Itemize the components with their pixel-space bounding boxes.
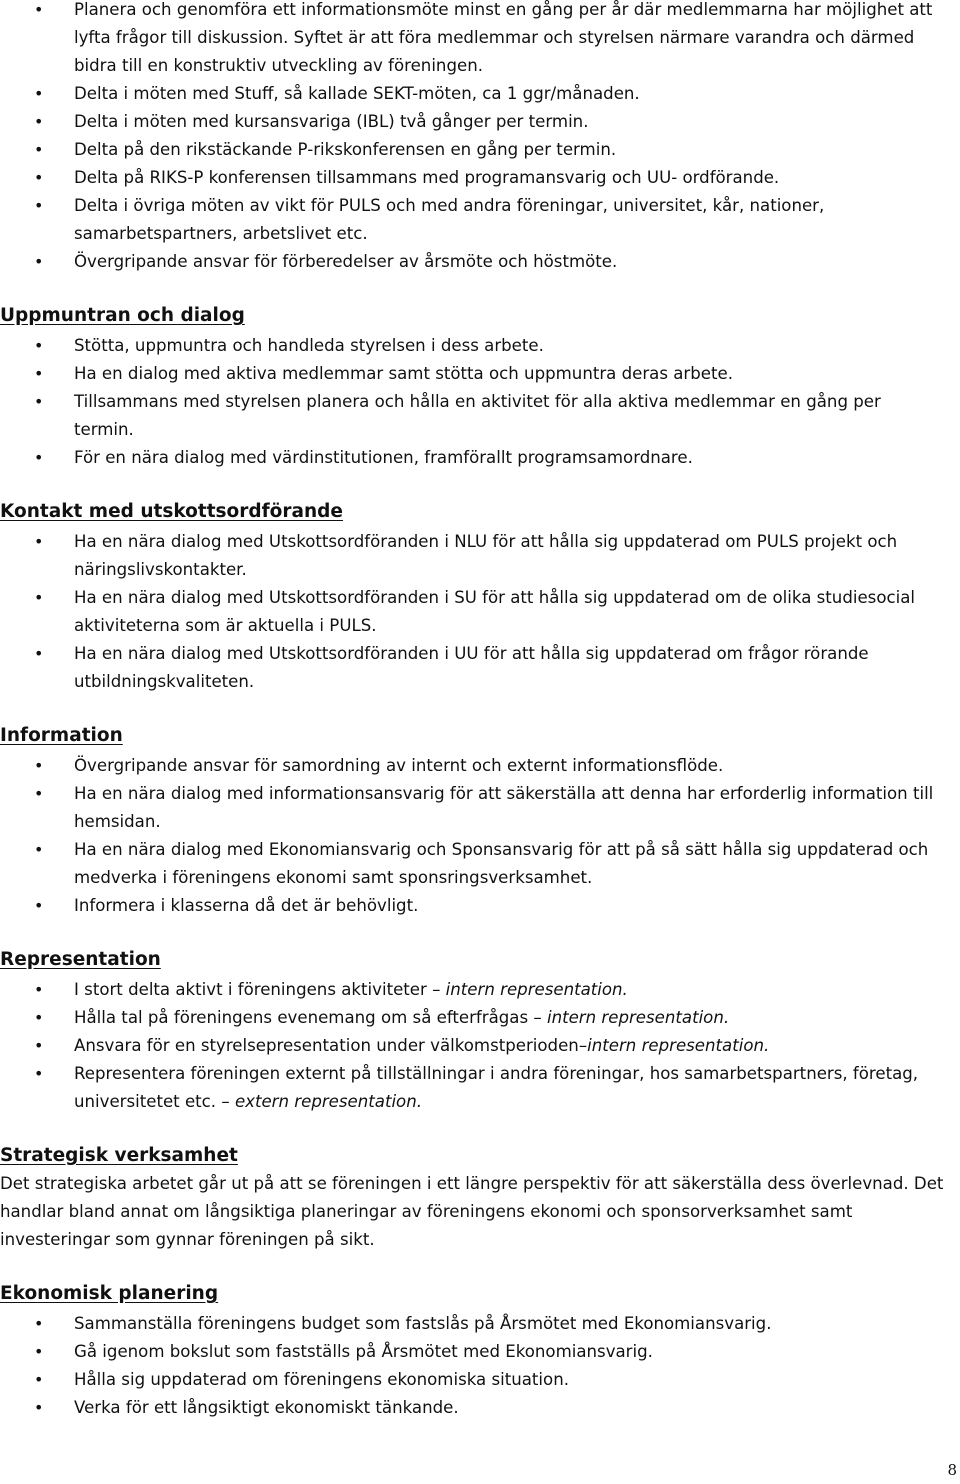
list-item: • Delta i övriga möten av vikt för PULS och med andra föreningar, universitet, kår, nationer, samarbetspartners, arbetslivet etc. [0,192,945,248]
section-kontakt-med-utskottsordforande [0,498,945,696]
list-item: • Ha en nära dialog med Utskottsordföranden i SU för att hålla sig uppdaterad om de olika studiesocial aktiviteterna som är aktuella i PULS. [0,584,945,640]
list-item: • Ha en nära dialog med Utskottsordföranden i NLU för att hålla sig uppdaterad om PULS projekt och näringslivskontakter. [0,528,945,584]
section-heading: Kontakt med utskottsordförande [0,501,343,522]
list-item: • Sammanställa föreningens budget som fastslås på Årsmötet med Ekonomiansvarig. [0,1310,945,1338]
page-number: 8 [947,1461,957,1479]
list-item: • Delta på RIKS-P konferensen tillsammans med programansvarig och UU- ordförande. [0,164,945,192]
section-heading: Information [0,725,123,746]
list-item: • Delta i möten med kursansvariga (IBL) två gånger per termin. [0,108,945,136]
list-item: • Ha en dialog med aktiva medlemmar samt stötta och uppmuntra deras arbete. [0,360,945,388]
list-item: • Övergripande ansvar för samordning av internt och externt informationsflöde. [0,752,945,780]
list-item: • Hålla sig uppdaterad om föreningens ekonomiska situation. [0,1366,945,1394]
intro-list [0,0,945,276]
list-item: • Delta på den rikstäckande P-rikskonferensen en gång per termin. [0,136,945,164]
list-item: • Ansvara för en styrelsepresentation under välkomstperioden–intern representation. [0,1032,945,1060]
list-item: • Representera föreningen externt på tillställningar i andra föreningar, hos samarbetspartners, företag, universitetet etc. – extern representation. [0,1060,945,1116]
list-item: • För en nära dialog med värdinstitutionen, framförallt programsamordnare. [0,444,945,472]
section-heading: Uppmuntran och dialog [0,305,245,326]
section-ekonomisk-planering [0,1280,945,1422]
bullet-list [0,752,945,920]
bullet-list [0,528,945,696]
list-item: • Tillsammans med styrelsen planera och hålla en aktivitet för alla aktiva medlemmar en gång per termin. [0,388,945,444]
section-representation [0,946,945,1116]
list-item: • Verka för ett långsiktigt ekonomiskt tänkande. [0,1394,945,1422]
list-item: • Ha en nära dialog med Utskottsordföranden i UU för att hålla sig uppdaterad om frågor rörande utbildningskvaliteten. [0,640,945,696]
section-strategisk-verksamhet [0,1142,945,1254]
list-item: • Ha en nära dialog med informationsansvarig för att säkerställa att denna har erforderlig information till hemsidan. [0,780,945,836]
section-uppmuntran-och-dialog [0,302,945,472]
bullet-list [0,1310,945,1422]
section-heading: Representation [0,949,161,970]
list-item: • Ha en nära dialog med Ekonomiansvarig och Sponsansvarig för att på så sätt hålla sig uppdaterad och medverka i föreningens ekonomi samt sponsringsverksamhet. [0,836,945,892]
list-item: • Delta i möten med Stuff, så kallade SEKT-möten, ca 1 ggr/månaden. [0,80,945,108]
section-heading: Ekonomisk planering [0,1283,219,1304]
list-item: • Övergripande ansvar för förberedelser av årsmöte och höstmöte. [0,248,945,276]
list-item: • I stort delta aktivt i föreningens aktiviteter – intern representation. [0,976,945,1004]
list-item: • Stötta, uppmuntra och handleda styrelsen i dess arbete. [0,332,945,360]
list-item: • Gå igenom bokslut som fastställs på Årsmötet med Ekonomiansvarig. [0,1338,945,1366]
list-item: • Hålla tal på föreningens evenemang om så efterfrågas – intern representation. [0,1004,945,1032]
bullet-list [0,976,945,1116]
list-item: • Informera i klasserna då det är behövligt. [0,892,945,920]
section-information [0,722,945,920]
section-heading: Strategisk verksamhet [0,1145,238,1166]
bullet-list [0,332,945,472]
list-item: • Planera och genomföra ett informationsmöte minst en gång per år där medlemmarna har möjlighet att lyfta frågor till diskussion. Syftet är att föra medlemmar och styrelsen närmare varandra och därmed bidra till en konstruktiv utveckling av föreningen. [0,0,945,80]
paragraph: Det strategiska arbetet går ut på att se föreningen i ett längre perspektiv för att säkerställa dess överlevnad. Det handlar bland annat om långsiktiga planeringar av föreningens ekonomi och sponsorverksamhet samt investeringar som gynnar föreningen på sikt. [0,1174,944,1249]
